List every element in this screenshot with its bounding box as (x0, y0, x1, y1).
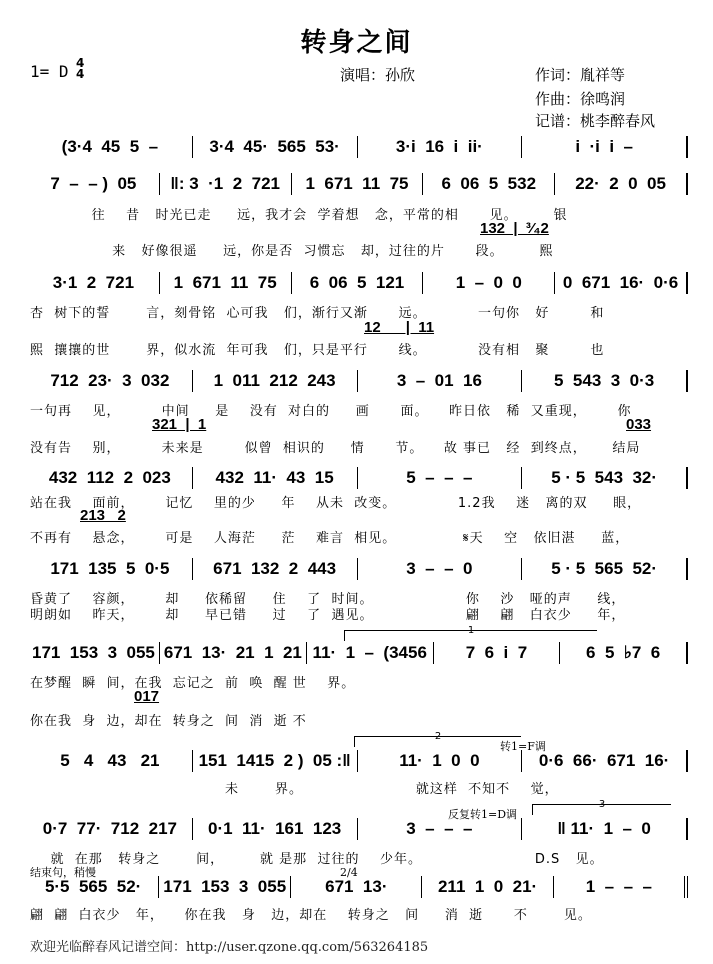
composer-credit: 作曲：徐鸣润 (535, 90, 626, 108)
measure: 0·1 11· 161 123 (193, 818, 358, 840)
time-signature-bottom: 4 (76, 67, 85, 81)
lyric-line: 就 在那 转身之 间， 就 是那 过往的 少年。 D.S 见。 (30, 852, 604, 867)
ending-instruction: 结束句，稍慢 (30, 866, 96, 879)
lyric-line: 一句再 见， 中间 是 没有 对白的 画 面。 昨日依 稀 又重现， 你 (30, 404, 632, 419)
measure: 0 671 16· 0·6 (555, 272, 688, 294)
measure: 7 – – ) 05 (28, 173, 160, 195)
time-signature-top: 4 (76, 56, 85, 70)
lyric-line: 往 昔 时光已走 远，我才会 学着想 念，平常的相 见。 银 (30, 208, 568, 223)
measure: 6 06 5 532 (423, 173, 555, 195)
measure: 5 · 5 565 52· (522, 558, 688, 580)
meter-change: 2/4 (340, 866, 358, 879)
lyric-line: 没有告 别， 未来是 似曾 相识的 情 节。 故 事已 经 到终点， 结局 (30, 441, 641, 456)
alternate-notes: 033 (626, 416, 652, 433)
time-signature (76, 58, 84, 80)
notation-row (28, 466, 688, 490)
measure: ‖ 11· 1 – 0 (522, 818, 688, 840)
measure: 5 4 43 21 (28, 750, 193, 772)
measure: 3 – – – (358, 818, 523, 840)
measure: i ·i i – (522, 136, 688, 158)
measure: 7 6 i 7 (434, 642, 561, 664)
lyric-line: 站在我 面前， 记忆 里的少 年 从未 改变。 1.2我 迷 离的双 眼， (30, 496, 642, 511)
measure: 3·4 45· 565 53· (193, 136, 358, 158)
lyric-line: 不再有 悬念， 可是 人海茫 茫 难言 相见。 𝄋天 空 依旧湛 蓝， (30, 531, 630, 546)
measure: 151 1415 2 ) 05 :‖ (193, 750, 358, 772)
measure: ‖: 3 ·1 2 721 (160, 173, 292, 195)
alternate-notes: 132 | ³⁄₄2 (480, 220, 549, 237)
alternate-notes: 12 | 11 (364, 319, 435, 336)
measure: 1 011 212 243 (193, 370, 358, 392)
measure: 171 135 5 0·5 (28, 558, 193, 580)
notation-row (28, 817, 688, 841)
footer-credit: 欢迎光临醉春风记谱空间：http://user.qzone.qq.com/563264185 (30, 940, 429, 955)
lyricist-credit: 作词：胤祥等 (535, 66, 626, 84)
measure: 11· 1 – (3456 (307, 642, 434, 664)
transcriber-credit: 记谱：桃李醉春风 (535, 112, 656, 130)
measure: 1 – 0 0 (423, 272, 555, 294)
measure: 3 – – 0 (358, 558, 523, 580)
notation-row (28, 875, 688, 899)
volta-bracket-2: 2 (354, 736, 521, 747)
measure: 6 06 5 121 (292, 272, 424, 294)
measure: 1 671 11 75 (292, 173, 424, 195)
key-signature: 1= D (30, 62, 69, 81)
notation-row (28, 557, 688, 581)
song-title: 转身之间 (300, 28, 413, 58)
lyric-line: 翩 翩 白衣少 年， 你在我 身 边，却在 转身之 间 消 逝 不 见。 (30, 908, 592, 923)
measure: (3·4 45 5 – (28, 136, 193, 158)
measure: 671 132 2 443 (193, 558, 358, 580)
lyric-line: 熙 攘攘的世 界，似水流 年可我 们，只是平行 线。 没有相 聚 也 (30, 343, 605, 358)
key-change-note: 转1=F调 (500, 740, 546, 753)
notation-row (28, 271, 688, 295)
measure: 1 – – – (554, 876, 688, 898)
measure: 432 11· 43 15 (193, 467, 358, 489)
alternate-notes: 017 (134, 688, 160, 705)
lyric-line: 你在我 身 边，却在 转身之 间 消 逝 不 (30, 714, 307, 729)
measure: 0·7 77· 712 217 (28, 818, 193, 840)
volta-bracket-1: 1 (344, 630, 597, 641)
measure: 5·5 565 52· (28, 876, 159, 898)
lyric-line: 在梦醒 瞬 间，在我 忘记之 前 唤 醒 世 界。 (30, 676, 356, 691)
alternate-notes: 321 | 1 (152, 416, 207, 433)
measure: 6 5 ♭7 6 (560, 642, 688, 664)
measure: 211 1 0 21· (422, 876, 553, 898)
measure: 11· 1 0 0 (358, 750, 523, 772)
measure: 671 13· 21 1 21 (160, 642, 307, 664)
measure: 171 153 3 055 (28, 642, 160, 664)
notation-row (28, 749, 688, 773)
measure: 5 543 3 0·3 (522, 370, 688, 392)
measure: 171 153 3 055 (159, 876, 291, 898)
lyric-line: 昏黄了 容颜， 却 依稀留 住 了 时间。 你 沙 哑的声 线， (30, 592, 626, 607)
measure: 1 671 11 75 (160, 272, 292, 294)
key-change-note: 反复转1=D调 (448, 808, 518, 821)
measure: 0·6 66· 671 16· (522, 750, 688, 772)
measure: 671 13· (291, 876, 422, 898)
measure: 3·i 16 i ii· (358, 136, 523, 158)
volta-bracket-3: 3 (532, 804, 671, 815)
lyric-line: 未 界。 就这样 不知不 觉， (30, 782, 559, 797)
measure: 3·1 2 721 (28, 272, 160, 294)
measure: 22· 2 0 05 (555, 173, 688, 195)
notation-row (28, 135, 688, 159)
alternate-notes: 213 2 (80, 507, 126, 524)
lyric-line: 来 好像很遥 远，你是否 习惯忘 却，过往的片 段。 熙 (30, 244, 554, 259)
lyric-line: 杏 树下的誓 言，刻骨铭 心可我 们，渐行又渐 远。 一句你 好 和 (30, 306, 605, 321)
measure: 5 – – – (358, 467, 523, 489)
measure: 5 · 5 543 32· (522, 467, 688, 489)
lyric-line: 明朗如 昨天， 却 早已错 过 了 遇见。 翩 翩 白衣少 年， (30, 608, 626, 623)
notation-row (28, 641, 688, 665)
singer-credit: 演唱：孙欣 (340, 66, 416, 84)
notation-row (28, 369, 688, 393)
measure: 3 – 01 16 (358, 370, 523, 392)
measure: 432 112 2 023 (28, 467, 193, 489)
measure: 712 23· 3 032 (28, 370, 193, 392)
notation-row (28, 172, 688, 196)
